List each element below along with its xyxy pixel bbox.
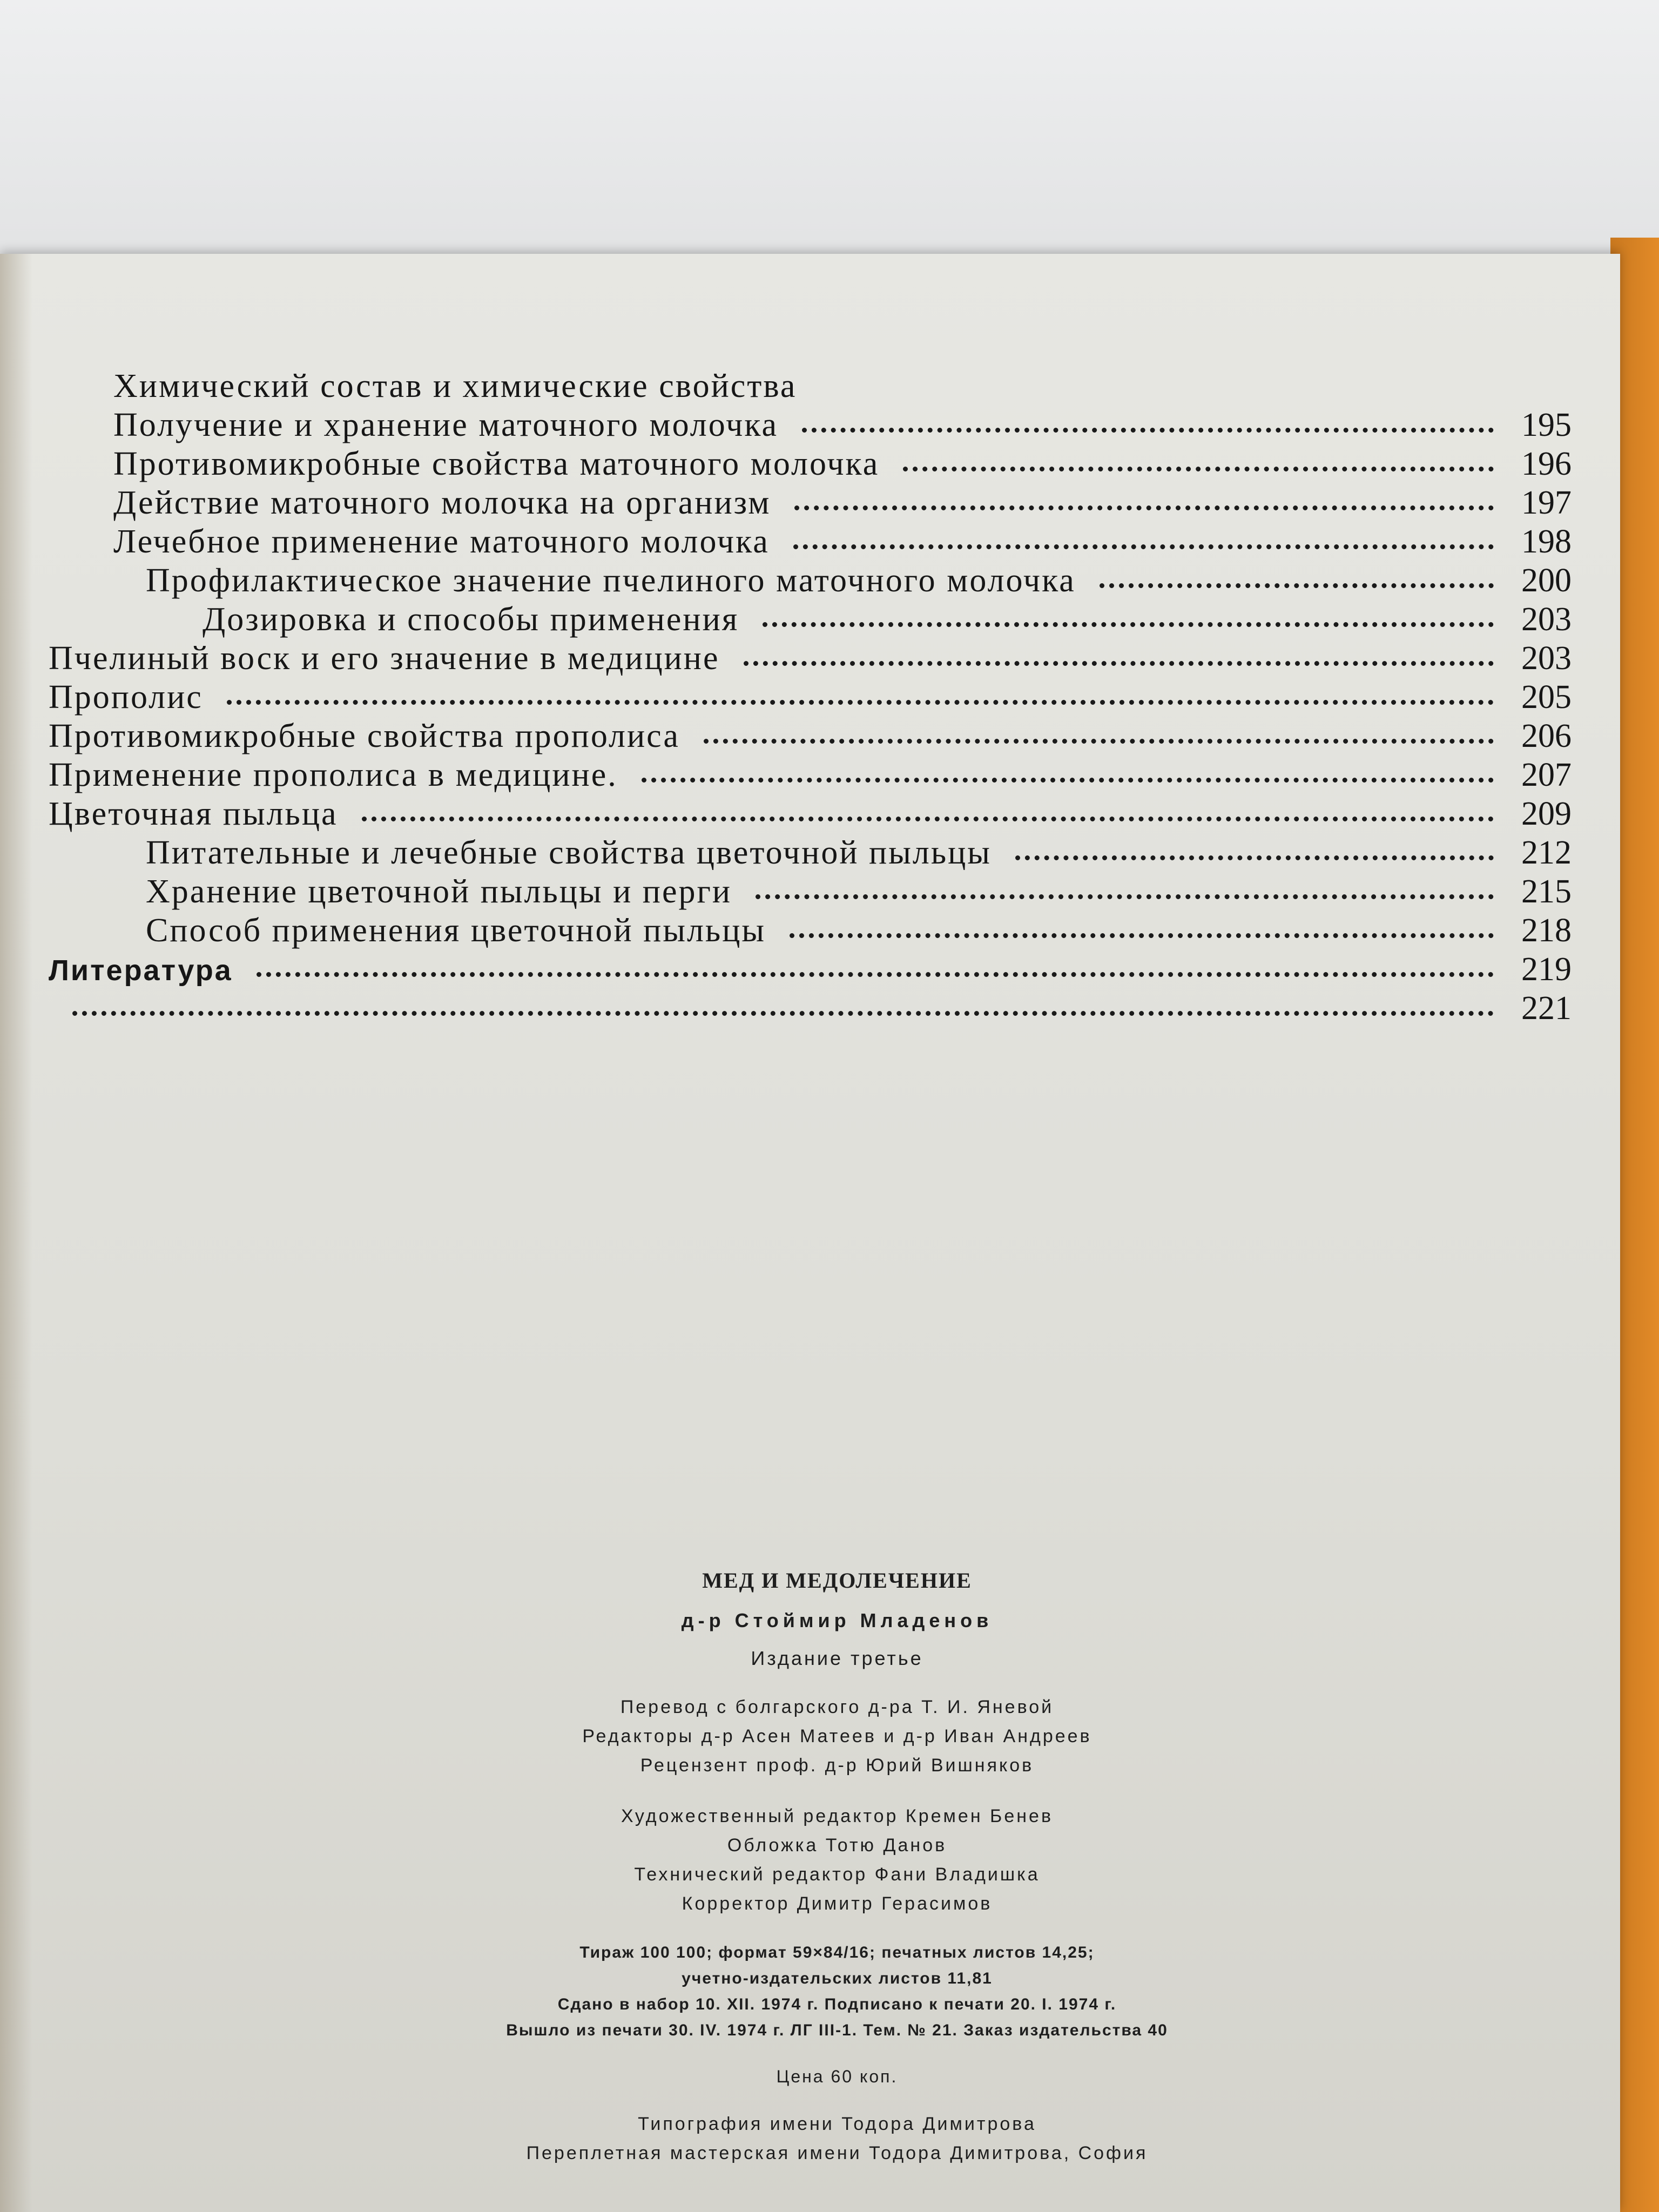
- toc-entry-page: 209: [1521, 795, 1572, 832]
- typography-credit: Типография имени Тодора Димитрова: [638, 2114, 1036, 2134]
- toc-entry: [49, 795, 1572, 834]
- toc-entry-title: Противомикробные свойства прополиса: [49, 718, 680, 754]
- leader-dots: [704, 739, 1494, 744]
- toc-entry: [49, 989, 1572, 1028]
- print-run-info: Тираж 100 100; формат 59×84/16; печатных листов 14,25;: [579, 1944, 1095, 1961]
- toc-entry-title: Цветочная пыльца: [49, 795, 338, 832]
- leader-dots: [790, 933, 1494, 938]
- toc-entry: [113, 562, 1572, 601]
- toc-entry-page: 196: [1521, 446, 1572, 482]
- toc-entry-page: 221: [1521, 990, 1572, 1027]
- leader-dots: [763, 622, 1494, 627]
- editors-credit: Редакторы д-р Асен Матеев и д-р Иван Андреев: [582, 1726, 1092, 1746]
- toc-entry-page: 198: [1521, 523, 1572, 560]
- toc-entry-page: 206: [1521, 718, 1572, 754]
- toc-entry-title: Литература: [49, 954, 233, 987]
- leader-dots: [744, 661, 1494, 666]
- toc-entry-title: Химический состав и химические свойства: [113, 368, 797, 404]
- toc-entry-title: Действие маточного молочка на организм: [113, 484, 771, 521]
- toc-entry-title: Способ применения цветочной пыльцы: [146, 912, 766, 949]
- spacer: [324, 1918, 1350, 1940]
- toc-entry-page: 203: [1521, 640, 1572, 677]
- release-info: Вышло из печати 30. IV. 1974 г. ЛГ III-1. Тем. № 21. Заказ издательства 40: [506, 2021, 1168, 2039]
- price: Цена 60 коп.: [776, 2067, 898, 2086]
- toc-entry: [49, 756, 1572, 795]
- toc-entry-page: 195: [1521, 407, 1572, 443]
- toc-entry-page: 205: [1521, 679, 1572, 716]
- toc-entry-title: Лечебное применение маточного молочка: [113, 523, 770, 560]
- toc-entry: [49, 678, 1572, 717]
- toc-entry: [49, 717, 1572, 756]
- reviewer-credit: Рецензент проф. д-р Юрий Вишняков: [640, 1755, 1034, 1776]
- translation-credit: Перевод с болгарского д-ра Т. И. Яневой: [620, 1697, 1054, 1717]
- toc-entry: [113, 912, 1572, 950]
- toc-entry-page: 215: [1521, 873, 1572, 910]
- toc-entry-title: Хранение цветочной пыльцы и перги: [146, 873, 732, 910]
- toc-entry: [113, 601, 1572, 639]
- background-wall: [0, 0, 1659, 259]
- leader-dots: [802, 428, 1494, 433]
- proofreader-credit: Корректор Димитр Герасимов: [682, 1893, 993, 1914]
- book-author: д-р Стоймир Младенов: [681, 1609, 993, 1631]
- leader-dots: [903, 467, 1494, 471]
- toc-entry: [49, 639, 1572, 678]
- toc-entry: [113, 367, 1572, 406]
- toc-entry: [113, 873, 1572, 912]
- toc-entry-page: 197: [1521, 484, 1572, 521]
- leader-dots: [257, 972, 1494, 977]
- leader-dots: [793, 544, 1494, 549]
- leader-dots: [642, 778, 1494, 783]
- toc-entry-page: 200: [1521, 562, 1572, 599]
- leader-dots: [1100, 583, 1494, 588]
- tech-editor-credit: Технический редактор Фани Владишка: [634, 1864, 1040, 1885]
- toc-entry-title: Противомикробные свойства маточного молочка: [113, 446, 880, 482]
- toc-entry: [113, 445, 1572, 484]
- leader-dots: [1015, 855, 1494, 860]
- leader-dots: [756, 894, 1494, 899]
- toc-entry: [113, 523, 1572, 562]
- book-edition: Издание третье: [751, 1647, 923, 1669]
- leader-dots: [794, 505, 1494, 510]
- toc-entry: [113, 834, 1572, 873]
- toc-entry-title: Получение и хранение маточного молочка: [113, 407, 779, 443]
- toc-entry-title: Питательные и лечебные свойства цветочной пыльцы: [146, 834, 992, 871]
- toc-entry: [113, 484, 1572, 523]
- leader-dots: [72, 1011, 1494, 1016]
- toc-entry-title: Пчелиный воск и его значение в медицине: [49, 640, 720, 677]
- toc-entry: [113, 406, 1572, 445]
- toc-entry-page: 212: [1521, 834, 1572, 871]
- toc-entry-title: Профилактическое значение пчелиного маточного молочка: [146, 562, 1076, 599]
- spacer: [324, 1780, 1350, 1802]
- cover-credit: Обложка Тотю Данов: [727, 1835, 947, 1856]
- toc-entry-page: 219: [1521, 951, 1572, 988]
- page-gutter-shadow: [0, 254, 32, 2212]
- colophon: [324, 1566, 1350, 2168]
- leader-dots: [362, 817, 1494, 821]
- toc-entry-page: 218: [1521, 912, 1572, 949]
- table-of-contents: [49, 367, 1572, 1028]
- toc-entry-title: Дозировка и способы применения: [203, 601, 739, 638]
- toc-entry: [49, 950, 1572, 989]
- toc-entry-page: 203: [1521, 601, 1572, 638]
- book-title: МЕД И МЕДОЛЕЧЕНИЕ: [702, 1568, 972, 1593]
- art-editor-credit: Художественный редактор Кремен Бенев: [621, 1806, 1054, 1826]
- toc-entry-page: 207: [1521, 757, 1572, 793]
- bindery-credit: Переплетная мастерская имени Тодора Димитрова, София: [526, 2143, 1148, 2163]
- leader-dots: [227, 700, 1494, 705]
- toc-entry-title: Применение прополиса в медицине.: [49, 757, 618, 793]
- typesetting-dates: Сдано в набор 10. XII. 1974 г. Подписано к печати 20. I. 1974 г.: [557, 1995, 1117, 2013]
- toc-entry-title: Прополис: [49, 679, 203, 716]
- sheets-info: учетно-издательских листов 11,81: [682, 1970, 993, 1987]
